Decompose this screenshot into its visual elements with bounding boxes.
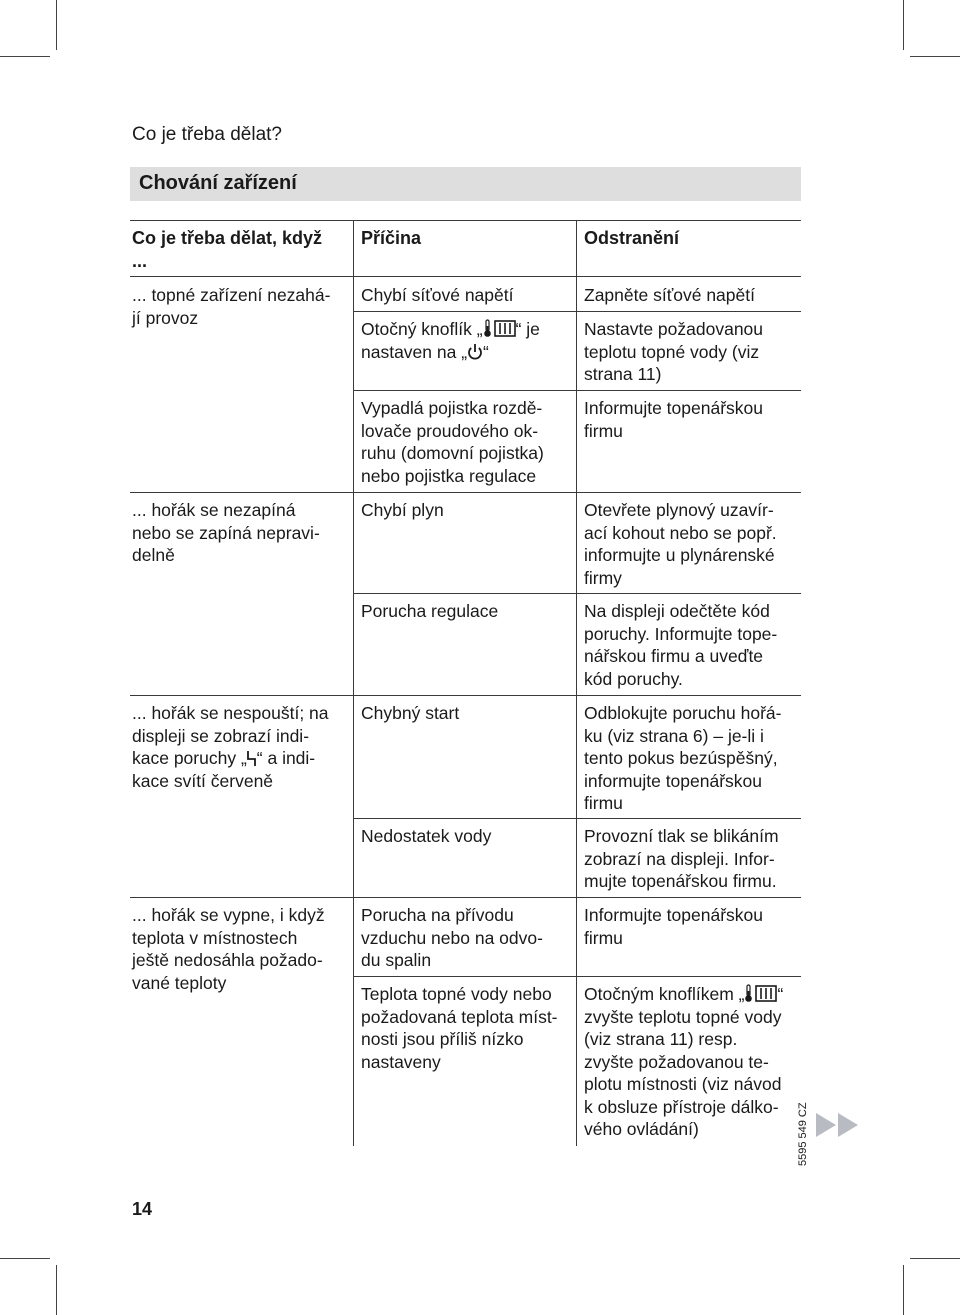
condition-cell [132,499,320,567]
cause-cell [361,983,558,1073]
cell-line: jí provoz [132,307,199,328]
fault-icon [247,749,257,767]
header-condition-line: Co je třeba dělat, když [132,228,323,248]
group-separator [130,695,801,696]
cell-line: teplota v místnostech [132,927,298,948]
remedy-cell [584,983,783,1141]
cell-line: ... hořák se vypne, i když [132,905,325,925]
section-title: Chování zařízení [139,172,297,194]
row-separator [354,311,801,312]
cell-line: zvyšte požadovanou te- [584,1051,769,1072]
column-divider [353,220,354,1146]
cell-line: nebo pojistka regulace [361,465,537,486]
cell-line: delně [132,545,175,565]
cell-line: mujte topenářskou firmu. [584,871,777,891]
row-separator [354,593,801,594]
table-top-rule [130,220,801,221]
cell-line: požadovaná teplota míst- [361,1006,558,1027]
text-fragment: “ je [515,319,540,339]
radiator-icon [494,320,516,338]
thermometer-icon [483,319,492,338]
cell-line: informujte topenářskou [584,770,763,791]
cell-line: informujte u plynárenské [584,545,775,565]
cell-line: ... hořák se nespouští; na [132,703,329,723]
crop-mark [910,56,960,57]
cause-cell [361,397,544,487]
cell-line [361,341,540,364]
cell-line: Otevřete plynový uzavír- [584,500,774,520]
cell-line: strana 11) [584,364,662,384]
cell-line: kace svítí červeně [132,770,274,791]
cell-line: firmu [584,420,623,441]
cell-line: Chybný start [361,703,460,723]
text-fragment: kace poruchy „ [132,748,247,768]
cause-cell [361,904,543,972]
cell-line: poruchy. Informujte tope- [584,623,778,644]
cell-line: Provozní tlak se blikáním [584,826,779,846]
cell-line: ku (viz strana 6) – je-li i [584,725,764,746]
remedy-cell [584,825,779,893]
next-page-arrows-icon [816,1113,862,1137]
cell-line: Nastavte požadovanou [584,319,764,339]
cell-line: zvyšte teplotu topné vody [584,1006,782,1027]
cell-line: firmu [584,793,623,813]
cell-line [132,747,329,770]
standby-icon [467,343,483,361]
cell-line: Teplota topné vody nebo [361,984,552,1004]
column-divider [576,220,577,1146]
cell-line: zobrazí na displeji. Infor- [584,848,775,869]
crop-mark [903,1265,904,1315]
cell-line: Odblokujte poruchu hořá- [584,703,782,723]
cell-line: vané teploty [132,972,227,993]
cell-line: nastaveny [361,1051,441,1072]
cell-line [584,983,783,1006]
row-separator [354,390,801,391]
cell-line: Zapněte síťové napětí [584,285,755,305]
cell-line: ... topné zařízení nezahá- [132,285,331,305]
page-heading: Co je třeba dělat? [132,124,282,145]
section-bar [130,167,801,201]
cause-cell [361,318,540,363]
crop-mark [903,0,904,50]
cell-line: Chybí plyn [361,500,444,520]
remedy-cell [584,284,755,307]
cell-line: firmu [584,927,623,948]
cell-line: Vypadlá pojistka rozdě- [361,398,543,418]
cell-line: lovače proudového ok- [361,420,539,441]
group-separator [130,492,801,493]
cell-line: k obsluze přístroje dálko- [584,1096,779,1117]
cell-line: nářskou firmu a uveďte [584,646,764,666]
text-fragment: “ [777,984,784,1004]
cell-line: firmy [584,567,622,588]
crop-mark [0,56,50,57]
header-rule [130,276,801,277]
cell-line: tento pokus bezúspěšný, [584,748,778,768]
text-fragment: Otočný knoflík „ [361,319,483,339]
document-code: 5595 549 CZ [797,1102,809,1166]
header-remedy: Odstranění [584,228,680,248]
remedy-cell [584,499,777,589]
cell-line: vého ovládání) [584,1119,699,1139]
cell-line: plotu místnosti (viz návod [584,1074,782,1094]
cell-line: ací kohout nebo se popř. [584,522,777,543]
cell-line: vzduchu nebo na odvo- [361,927,543,948]
header-cause: Příčina [361,228,422,248]
crop-mark [56,1265,57,1315]
header-condition [132,227,322,272]
cause-cell [361,825,491,848]
group-separator [130,897,801,898]
cell-line: kód poruchy. [584,668,683,689]
cell-line: (viz strana 11) resp. [584,1029,738,1049]
radiator-icon [755,985,777,1003]
cell-line: Nedostatek vody [361,826,492,846]
cell-line: Informujte topenářskou [584,905,763,925]
text-fragment: nastaven na „ [361,341,468,362]
cell-line: ještě nedosáhla požado- [132,950,323,970]
crop-mark [0,1258,50,1259]
condition-cell [132,904,325,994]
crop-mark [910,1258,960,1259]
condition-cell [132,284,330,329]
cell-line: Chybí síťové napětí [361,285,514,305]
cell-line: nebo se zapíná nepravi- [132,522,320,543]
remedy-cell [584,702,781,815]
cause-cell [361,702,459,725]
row-separator [354,976,801,977]
cell-line: Porucha na přívodu [361,905,514,925]
remedy-cell [584,904,763,949]
cell-line: teplotu topné vody (viz [584,341,760,362]
cell-line: nosti jsou příliš nízko [361,1029,524,1049]
cell-line: Na displeji odečtěte kód [584,601,770,621]
cause-cell [361,499,444,522]
remedy-cell [584,318,763,386]
text-fragment: Otočným knoflíkem „ [584,984,745,1004]
row-separator [354,818,801,819]
crop-mark [56,0,57,50]
text-fragment: “ [483,341,489,362]
cell-line: du spalin [361,950,432,970]
remedy-cell [584,600,777,690]
cause-cell [361,284,513,307]
header-condition-line: ... [132,250,148,271]
condition-cell [132,702,329,792]
remedy-cell [584,397,763,442]
page-number: 14 [132,1199,153,1219]
cause-cell [361,600,498,623]
cell-line: Porucha regulace [361,601,499,621]
thermometer-icon [744,984,753,1003]
cell-line [361,318,540,341]
cell-line: ruhu (domovní pojistka) [361,443,544,463]
cell-line: Informujte topenářskou [584,398,763,418]
cell-line: displeji se zobrazí indi- [132,725,310,746]
cell-line: ... hořák se nezapíná [132,500,296,520]
text-fragment: “ a indi- [256,748,316,768]
